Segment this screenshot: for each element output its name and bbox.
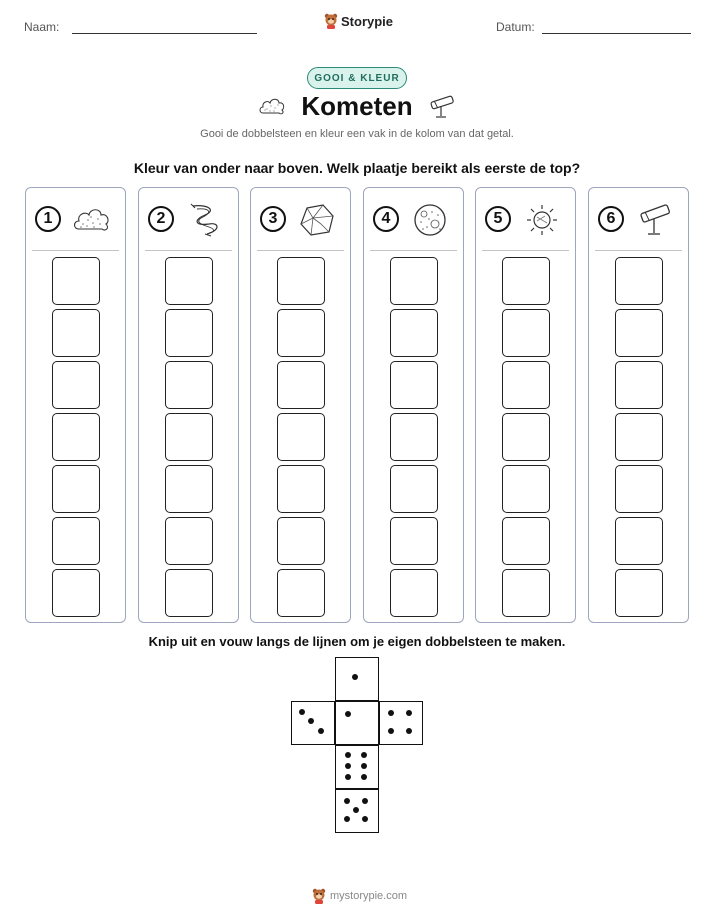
pip [318,728,324,734]
column-number: 2 [148,206,174,232]
coloring-cell[interactable] [390,517,438,565]
ribbon-icon [185,202,225,238]
pip [352,674,358,680]
coloring-cell[interactable] [390,465,438,513]
coloring-cell[interactable] [277,361,325,409]
page-subtitle: Gooi de dobbelsteen en kleur een vak in de kolom van dat getal. [200,128,514,140]
column-number: 3 [260,206,286,232]
logo-text: Storypie [341,13,394,29]
bear-mascot-icon [324,13,338,29]
coloring-cell[interactable] [390,309,438,357]
column-3 [250,187,351,623]
cloud-icon [72,202,112,236]
coloring-cell[interactable] [615,257,663,305]
bear-mascot-icon [312,888,326,904]
dice-face-1 [335,657,379,701]
coloring-cell[interactable] [165,517,213,565]
footer-url[interactable]: mystorypie.com [330,890,408,902]
column-1 [25,187,126,623]
coloring-cell[interactable] [52,413,100,461]
coloring-cell[interactable] [502,517,550,565]
dice-face-5 [335,789,379,833]
pip [406,710,412,716]
pip [388,710,394,716]
column-6 [588,187,689,623]
coloring-cell[interactable] [615,465,663,513]
moon-icon [410,202,450,238]
coloring-cell[interactable] [502,465,550,513]
coloring-cell[interactable] [52,517,100,565]
coloring-cell[interactable] [52,257,100,305]
column-number: 1 [35,206,61,232]
pip [361,774,367,780]
coloring-cell[interactable] [615,361,663,409]
column-divider [370,250,457,251]
coloring-cell[interactable] [165,569,213,617]
coloring-cell[interactable] [52,569,100,617]
column-number: 6 [598,206,624,232]
coloring-cell[interactable] [277,465,325,513]
name-label: Naam: [24,20,60,34]
coloring-cell[interactable] [615,569,663,617]
column-2 [138,187,239,623]
coloring-cell[interactable] [277,569,325,617]
date-label: Datum: [496,20,535,34]
column-divider [145,250,232,251]
question-text: Kleur van onder naar boven. Welk plaatje bereikt als eerste de top? [133,160,581,176]
sun-icon [522,202,562,238]
game-type-badge: GOOI & KLEUR [307,67,407,89]
pip [353,807,359,813]
pip [388,728,394,734]
coloring-cell[interactable] [165,465,213,513]
column-number: 5 [485,206,511,232]
storypie-logo [324,13,393,29]
rock-icon [297,202,337,238]
pip [299,709,305,715]
column-divider [32,250,119,251]
column-4 [363,187,464,623]
pip [406,728,412,734]
coloring-cell[interactable] [390,361,438,409]
coloring-cell[interactable] [390,413,438,461]
dice-face-4 [379,701,423,745]
pip [345,711,351,717]
coloring-cell[interactable] [52,361,100,409]
pip [344,798,350,804]
coloring-cell[interactable] [390,569,438,617]
coloring-cell[interactable] [165,413,213,461]
column-divider [595,250,682,251]
name-line [72,33,257,34]
dice-face-6 [335,745,379,789]
coloring-cell[interactable] [502,569,550,617]
coloring-cell[interactable] [277,309,325,357]
dice-face-3 [291,701,335,745]
coloring-cell[interactable] [502,361,550,409]
pip [362,816,368,822]
pip [345,763,351,769]
page-title: Kometen [301,91,413,121]
pip [344,816,350,822]
coloring-cell[interactable] [52,309,100,357]
coloring-cell[interactable] [615,309,663,357]
column-divider [257,250,344,251]
pip [362,798,368,804]
pip [345,774,351,780]
coloring-cell[interactable] [165,257,213,305]
pip [308,718,314,724]
coloring-cell[interactable] [52,465,100,513]
coloring-cell[interactable] [165,361,213,409]
coloring-cell[interactable] [502,413,550,461]
coloring-cell[interactable] [277,413,325,461]
cutout-instruction: Knip uit en vouw langs de lijnen om je eigen dobbelsteen te maken. [148,634,566,649]
coloring-cell[interactable] [165,309,213,357]
column-divider [482,250,569,251]
coloring-cell[interactable] [390,257,438,305]
dice-face-1 [335,701,379,745]
date-line [542,33,691,34]
coloring-cell[interactable] [615,517,663,565]
column-number: 4 [373,206,399,232]
coloring-cell[interactable] [277,257,325,305]
pip [361,763,367,769]
coloring-cell[interactable] [615,413,663,461]
column-5 [475,187,576,623]
telescope-icon [635,202,675,238]
footer [312,888,407,904]
coloring-cell[interactable] [502,309,550,357]
telescope-icon [426,93,458,119]
pip [361,752,367,758]
coloring-cell[interactable] [277,517,325,565]
pip [345,752,351,758]
coloring-cell[interactable] [502,257,550,305]
